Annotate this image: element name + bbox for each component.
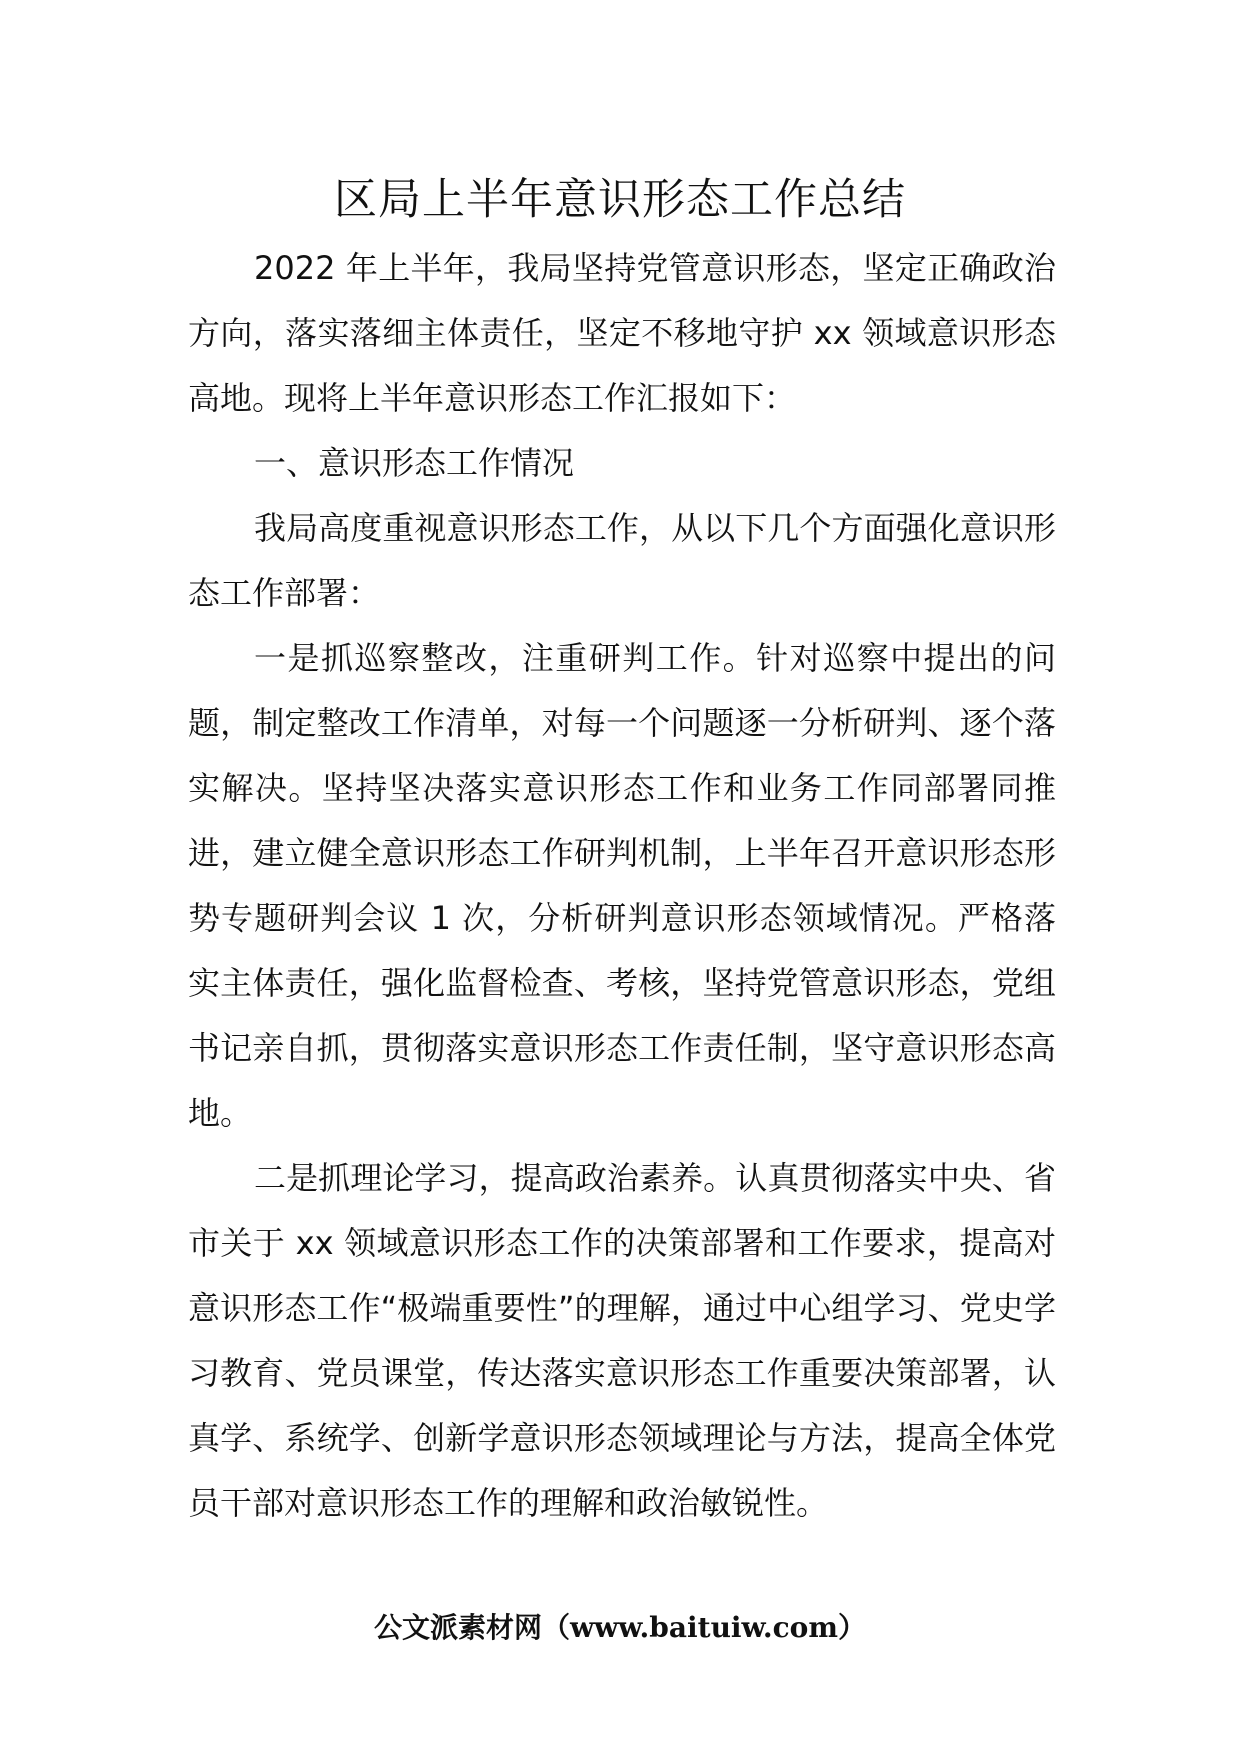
point-one-paragraph: 一是抓巡察整改，注重研判工作。针对巡察中提出的问题，制定整改工作清单，对每一个问题逐一分析研判、逐个落实解决。坚持坚决落实意识形态工作和业务工作同部署同推进，建立健全意识形态工作研判机制，上半年召开意识形态形势专题研判会议 1 次，分析研判意识形态领域情况。严格落实主体责任，强化监督检查、考核，坚持党管意识形态，党组书记亲自抓，贯彻落实意识形态工作责任制，坚守意识形态高地。 <box>188 639 1056 1132</box>
overview-paragraph: 我局高度重视意识形态工作，从以下几个方面强化意识形态工作部署： <box>188 509 1056 612</box>
intro-paragraph: 2022 年上半年，我局坚持党管意识形态，坚定正确政治方向，落实落细主体责任，坚定不移地守护 xx 领域意识形态高地。现将上半年意识形态工作汇报如下： <box>188 249 1056 417</box>
section-heading: 一、意识形态工作情况 <box>254 444 575 482</box>
point-two-paragraph: 二是抓理论学习，提高政治素养。认真贯彻落实中央、省市关于 xx 领域意识形态工作的决策部署和工作要求，提高对意识形态工作“极端重要性”的理解，通过中心组学习、党史学习教育、党员课堂，传达落实意识形态工作重要决策部署，认真学、系统学、创新学意识形态领域理论与方法，提高全体党员干部对意识形态工作的理解和政治敏锐性。 <box>188 1159 1056 1522</box>
watermark-footer: 公文派素材网（www.baituiw.com） <box>374 1611 866 1644</box>
document-body <box>188 236 1056 1536</box>
document-title: 区局上半年意识形态工作总结 <box>334 175 906 225</box>
